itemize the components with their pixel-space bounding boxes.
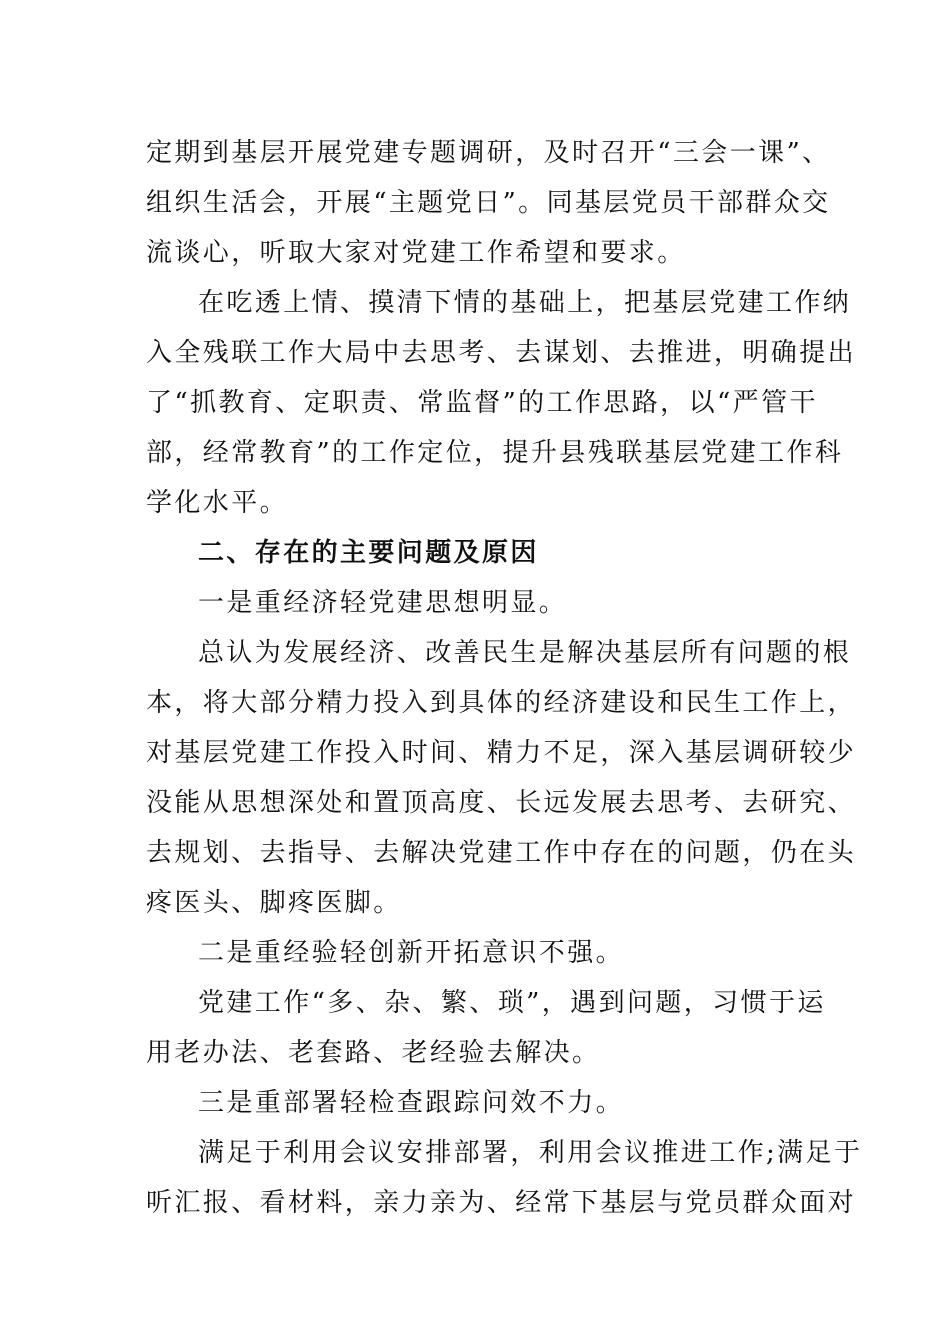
text-line: 本，将大部分精力投入到具体的经济建设和民生工作上，: [146, 688, 857, 718]
text-line: 部，经常教育”的工作定位，提升县残联基层党建工作科: [146, 438, 844, 468]
text-line: 在吃透上情、摸清下情的基础上，把基层党建工作纳: [198, 288, 852, 318]
text-line: 满足于利用会议安排部署，利用会议推进工作;满足于: [198, 1138, 863, 1168]
text-line: 一是重经济轻党建思想明显。: [198, 588, 568, 618]
text-line: 用老办法、老套路、老经验去解决。: [146, 1038, 601, 1068]
text-line: 没能从思想深处和置顶高度、长远发展去思考、去研究、: [146, 788, 857, 818]
text-line: 组织生活会，开展“主题党日”。同基层党员干部群众交: [146, 188, 831, 218]
text-line: 听汇报、看材料，亲力亲为、经常下基层与党员群众面对: [146, 1188, 857, 1218]
document-body: [146, 128, 863, 1228]
text-line: 总认为发展经济、改善民生是解决基层所有问题的根: [198, 638, 852, 668]
text-line: 三是重部署轻检查跟踪问效不力。: [198, 1088, 625, 1118]
text-line: 了“抓教育、定职责、常监督”的工作思路，以“严管干: [146, 388, 818, 418]
text-line: 定期到基层开展党建专题调研，及时召开“三会一课”、: [146, 138, 831, 168]
text-line: 对基层党建工作投入时间、精力不足，深入基层调研较少: [146, 738, 857, 768]
text-line: 入全残联工作大局中去思考、去谋划、去推进，明确提出: [146, 338, 857, 368]
text-line: 去规划、去指导、去解决党建工作中存在的问题，仍在头: [146, 838, 857, 868]
text-line: 党建工作“多、杂、繁、琐”，遇到问题，习惯于运: [198, 988, 826, 1018]
text-line: 疼医头、脚疼医脚。: [146, 888, 402, 918]
text-line: 二是重经验轻创新开拓意识不强。: [198, 938, 625, 968]
text-line: 流谈心，听取大家对党建工作希望和要求。: [146, 238, 686, 268]
text-line: 学化水平。: [146, 488, 289, 518]
section-heading: 二、存在的主要问题及原因: [198, 538, 539, 568]
